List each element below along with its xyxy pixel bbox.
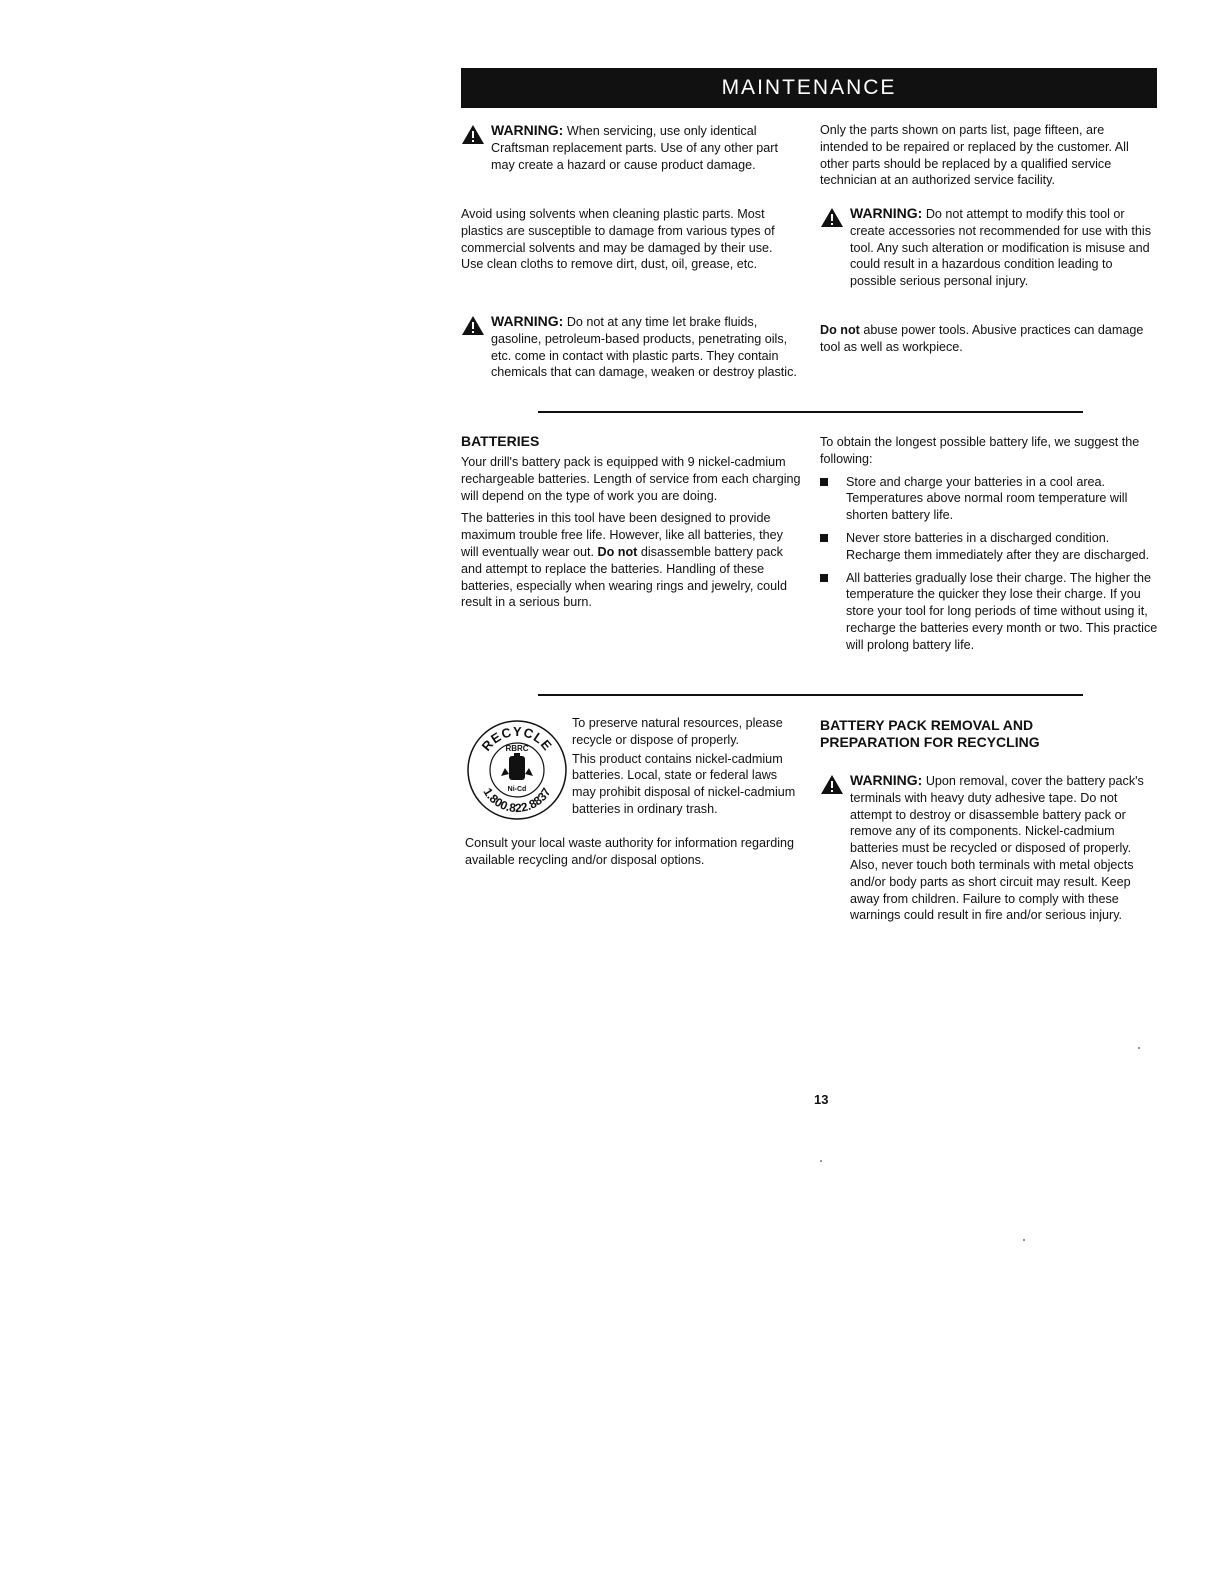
seal-chem: Ni-Cd bbox=[507, 786, 527, 793]
warning-removal bbox=[820, 772, 1160, 924]
warning-text: When servicing, use only identical Craftsman replacement parts. Use of any other part may create a hazard or cause product damage. bbox=[491, 124, 778, 172]
tips-intro: To obtain the longest possible battery life, we suggest the following: bbox=[820, 435, 1140, 466]
list-item: Store and charge your batteries in a cool area. Temperatures above normal room temperature will shorten battery life. bbox=[820, 474, 1158, 524]
warning-modify-tool bbox=[820, 205, 1160, 290]
battery-tips bbox=[820, 434, 1158, 660]
warning-label: WARNING: bbox=[491, 313, 564, 329]
section-header bbox=[461, 68, 1157, 108]
removal-section bbox=[820, 717, 1160, 755]
batteries-heading: BATTERIES bbox=[461, 433, 540, 449]
abuse-paragraph bbox=[820, 322, 1155, 356]
list-item: Never store batteries in a discharged condition. Recharge them immediately after they are discharged. bbox=[820, 530, 1158, 564]
seal-phone: 1.800.822.8837 bbox=[480, 785, 554, 816]
warning-triangle-icon bbox=[820, 772, 850, 924]
warning-triangle-icon bbox=[820, 205, 850, 290]
batteries-para2-bold: Do not bbox=[597, 544, 638, 559]
list-item: All batteries gradually lose their charge. The higher the temperature the quicker they lose their charge. If you store your tool for long periods of time without using it, recharge the batteries every month or two. This practice will prolong battery life. bbox=[820, 570, 1158, 654]
section-title: MAINTENANCE bbox=[721, 76, 897, 99]
batteries-section bbox=[461, 433, 801, 611]
recycle-product: This product contains nickel-cadmium batteries. Local, state or federal laws may prohibit disposal of nickel-cadmium batteries in ordinary trash. bbox=[572, 751, 796, 816]
warning-text: Do not attempt to modify this tool or create accessories not recommended for use with this tool. Any such alteration or modification is misuse and could result in a hazardous condition leading to possible serious personal injury. bbox=[850, 207, 1151, 289]
warning-brake-fluids bbox=[461, 313, 801, 381]
battery-icon bbox=[501, 753, 533, 780]
recycle-text bbox=[572, 715, 802, 818]
warning-label: WARNING: bbox=[491, 122, 564, 138]
recycle-preserve: To preserve natural resources, please recycle or dispose of properly. bbox=[572, 716, 783, 747]
warning-label: WARNING: bbox=[850, 772, 923, 788]
page-number: 13 bbox=[814, 1092, 829, 1107]
warning-triangle-icon bbox=[461, 122, 491, 173]
abuse-text: abuse power tools. Abusive practices can damage tool as well as workpiece. bbox=[820, 323, 1144, 354]
recycle-seal-logo bbox=[465, 718, 569, 822]
solvents-paragraph: Avoid using solvents when cleaning plastic parts. Most plastics are susceptible to damage from various types of commercial solvents and may be damaged by their use. Use clean cloths to remove dirt, dust, oil, grease, etc. bbox=[461, 207, 775, 272]
parts-paragraph: Only the parts shown on parts list, page fifteen, are intended to be repaired or replaced by the customer. All other parts should be replaced by a qualified service technician at an authorized service facility. bbox=[820, 123, 1129, 188]
seal-top-text: RECYCLE bbox=[478, 723, 556, 754]
batteries-para2-b: disassemble battery pack and attempt to replace the batteries. Handling of these batteries, especially when wearing rings and jewelry, could result in a serious burn. bbox=[461, 544, 787, 610]
divider bbox=[538, 411, 1083, 413]
divider bbox=[538, 694, 1083, 696]
scan-speck bbox=[1138, 1047, 1140, 1049]
removal-heading-1: BATTERY PACK REMOVAL AND bbox=[820, 717, 1034, 733]
removal-heading-2: PREPARATION FOR RECYCLING bbox=[820, 734, 1040, 750]
seal-org: RBRC bbox=[505, 744, 529, 753]
warning-text: Upon removal, cover the battery pack's terminals with heavy duty adhesive tape. Do not attempt to destroy or disassemble battery pack or remove any of its components. Nickel-cadmium batteries must be recycled or disposed of properly. Also, never touch both terminals with metal objects and/or body parts as short circuit may result. Keep away from children. Failure to comply with these warnings could result in fire and/or serious injury. bbox=[850, 774, 1144, 923]
warning-text: Do not at any time let brake fluids, gasoline, petroleum-based products, penetrating oils, etc. come in contact with plastic parts. They contain chemicals that can damage, weaken or destroy plastic. bbox=[491, 315, 797, 380]
batteries-para2 bbox=[461, 510, 801, 611]
warning-identical-parts bbox=[461, 122, 801, 173]
warning-label: WARNING: bbox=[850, 205, 923, 221]
scan-speck bbox=[1023, 1239, 1025, 1241]
batteries-para2-a: The batteries in this tool have been designed to provide maximum trouble free life. However, like all batteries, they will eventually wear out. bbox=[461, 511, 783, 559]
tips-list bbox=[820, 474, 1158, 654]
recycle-consult: Consult your local waste authority for information regarding available recycling and/or disposal options. bbox=[465, 836, 794, 867]
warning-triangle-icon bbox=[461, 313, 491, 381]
abuse-bold: Do not bbox=[820, 323, 860, 337]
batteries-para1: Your drill's battery pack is equipped with 9 nickel-cadmium rechargeable batteries. Length of service from each charging will depend on the type of work you are doing. bbox=[461, 455, 801, 503]
scan-speck bbox=[820, 1160, 822, 1162]
